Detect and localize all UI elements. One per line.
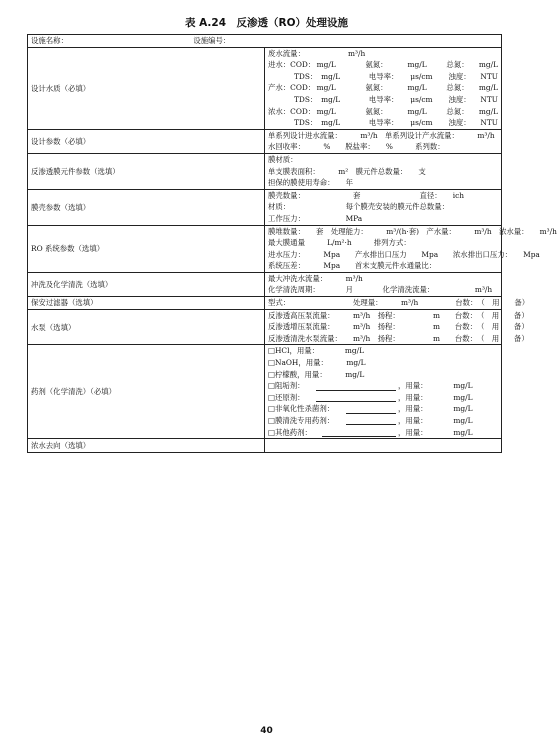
concentrate-label: 浓水去向（选填） xyxy=(28,439,265,453)
filter-content: 型式： 处理量： m³/h 台数： （ 用 备） xyxy=(265,297,502,310)
chemical-option: □其他药剂： ，用量： mg/L xyxy=(268,427,473,437)
chemical-option: □还原剂： ，用量： mg/L xyxy=(268,392,473,402)
blank-line xyxy=(316,382,396,391)
facility-name-cell xyxy=(28,35,502,48)
blank-line xyxy=(346,416,396,425)
quality-line: TDS： mg/L 电导率： μs/cm 浊度： NTU xyxy=(294,71,498,81)
table-title: 表 A.24 反渗透（RO）处理设施 xyxy=(184,17,349,29)
ro-system-label: RO 系统参数（选填） xyxy=(28,225,265,272)
table-row xyxy=(28,272,502,296)
membrane-element-label: 反渗透膜元件参数（选填） xyxy=(28,153,265,189)
blank-line xyxy=(346,405,396,414)
chemical-option: □NaOH，用量： mg/L xyxy=(268,358,366,368)
membrane-element-content: 膜材质： 单支膜表面积： m² 膜元件总数量： 支 担保的膜使用寿命： 年 xyxy=(265,153,502,189)
table-row xyxy=(28,47,502,129)
waste-flow-unit: m³/h xyxy=(348,48,366,58)
waste-flow-label: 废水流量： xyxy=(268,48,305,58)
chemicals-content xyxy=(265,345,502,439)
table-row xyxy=(28,153,502,189)
concentrate-content xyxy=(265,439,502,453)
chemical-option: □阻垢剂： ，用量： mg/L xyxy=(268,381,473,391)
design-params-content: 单系列设计进水流量： m³/h 单系列设计产水流量： m³/h 水回收率： % 脱盐率： % 系列数： xyxy=(265,129,502,153)
pump-label: 水泵（选填） xyxy=(28,309,265,345)
quality-line: 进水：COD： mg/L 氨氮： mg/L 总氮： mg/L xyxy=(268,60,498,70)
blank-line xyxy=(316,393,396,402)
chemicals-label: 药剂（化学清洗）（必填） xyxy=(28,345,265,439)
chemical-option: □膜清洗专用药剂： ，用量： mg/L xyxy=(268,416,473,425)
facility-name-label: 设施名称： xyxy=(31,36,68,45)
page-number: 40 xyxy=(260,726,273,736)
table-row xyxy=(28,35,502,48)
pump-content: 反渗透高压泵流量： m³/h 扬程： m 台数： （ 用 备） 反渗透增压泵流量： m³/h 扬程： m 台数： （ 用 备） 反渗透清洗水泵流量： m³/h 扬程： m 台数： （ 用 备） xyxy=(265,309,502,345)
table-row xyxy=(28,189,502,225)
membrane-shell-label: 膜壳参数（选填） xyxy=(28,189,265,225)
design-quality-label: 设计水质（必填） xyxy=(28,47,265,129)
table-row xyxy=(28,309,502,345)
ro-facility-table xyxy=(27,34,557,453)
table-row xyxy=(28,225,502,272)
design-params-label: 设计参数（必填） xyxy=(28,129,265,153)
ro-system-content: 膜堆数量： 套 处理能力： m³/(h·套) 产水量： m³/h 浓水量： m³/h 最大膜通量 L/m²·h 排列方式： 进水压力： Mpa 产水排出口压力 Mpa 浓水排出口压力： Mpa 系统压差： Mpa 首末支膜元件水通量比： xyxy=(265,225,502,272)
membrane-shell-content: 膜壳数量： 套 直径： ich 材质： 每个膜壳安装的膜元件总数量： 工作压力： MPa xyxy=(265,189,502,225)
design-quality-content xyxy=(265,47,502,129)
chemical-option: □柠檬酸，用量： mg/L xyxy=(268,369,365,379)
quality-line: 产水：COD： mg/L 氨氮： mg/L 总氮： mg/L xyxy=(268,83,498,93)
flush-label: 冲洗及化学清洗（选填） xyxy=(28,272,265,296)
flush-content: 最大冲洗水流量： m³/h 化学清洗周期： 月 化学清洗流量： m³/h xyxy=(265,272,502,296)
quality-line: TDS： mg/L 电导率： μs/cm 浊度： NTU xyxy=(294,94,498,104)
filter-label: 保安过滤器（选填） xyxy=(28,297,265,310)
quality-line: TDS： mg/L 电导率： μs/cm 浊度： NTU xyxy=(294,118,498,128)
table-row xyxy=(28,297,502,310)
blank-line xyxy=(322,428,396,437)
table-row xyxy=(28,345,502,439)
quality-line: 浓水：COD： mg/L 氨氮： mg/L 总氮： mg/L xyxy=(268,106,498,116)
facility-code-label: 设施编号： xyxy=(193,36,231,45)
table-row xyxy=(28,439,502,453)
chemical-option: □非氧化性杀菌剂： ，用量： mg/L xyxy=(268,404,473,414)
table-row xyxy=(28,129,502,153)
chemical-option: □HCl，用量： mg/L xyxy=(268,346,365,356)
